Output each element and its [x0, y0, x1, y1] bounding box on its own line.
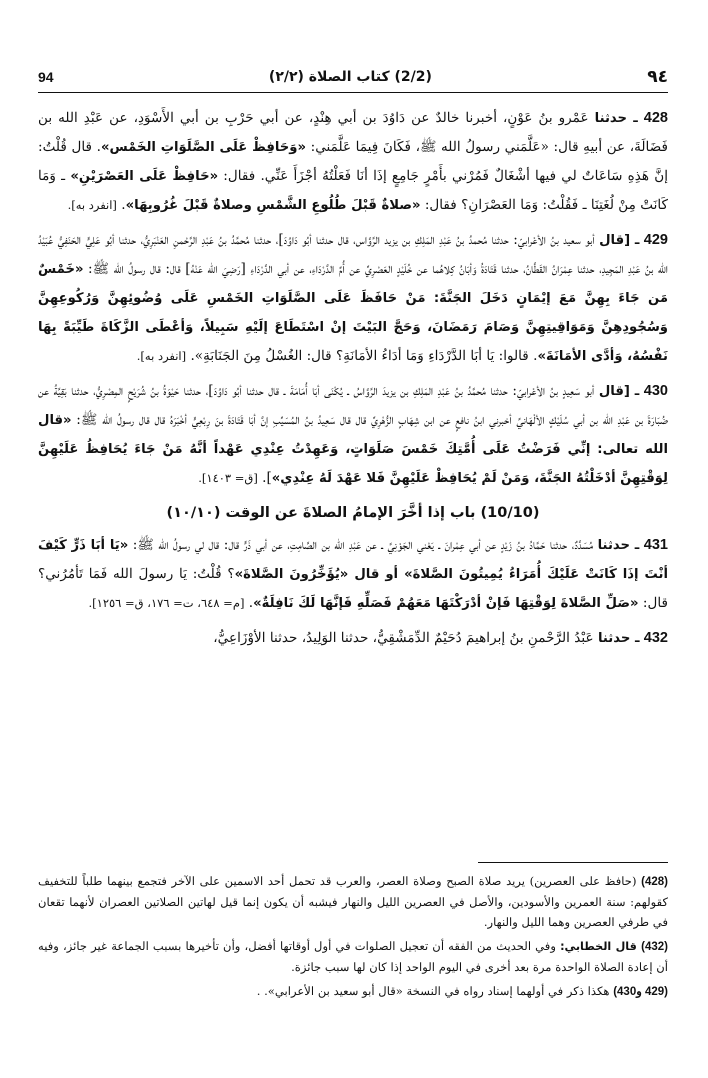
hadith-text: أبو سَعِيدٍ بنُ الأعْرابيّ: حدثنا مُحمَّدُ بنُ عَبْدِ المَلِكِ بن يزيدَ الرَّوَّاسُ ـ يُكْنَى أبَا أُمَامَةَ ـ قال حدثنا أبُو دَاوُدَ]، حدثنا حَيْوَةُ بنُ شُرَيْحٍ المِصْرِيُّ، حدثنا بَقِيَّةُ عن ضُبَارَةَ بن عَبْدِ الله بن أبي سُلَيْكٍ الألْهَانيِّ أخبرني ابنُ نافعٍ عن ابن شِهَابٍ الزُّهْرِيِّ قال قال سَعِيدُ بنُ المُسَيِّبِ إنَّ أبَا قَتَادَةَ بنَ رِبْعِيٍّ أخْبَرَهُ قال قال رسولُ الله ﷺ: — [38, 383, 668, 428]
footnote-text: (حافظ على العصرين) يريد صلاة الصبح وصلاة العصر، والعرب قد تحمل أحد الاسمين على الآخر فتجمع بينهما طلباً للتخفيف كقولهم: سنة العمرين والأسودين، والأصل في العصرين الليل والنهار فيشبه أن يكون إنما قيل لهاتين الصلاتين العصران لأنهما تقعان في طرفي العصرين وهما الليل والنهار. — [38, 874, 668, 929]
footnote-text: هكذا ذكر في أولهما إسناد رواه في النسخة «قال أبو سعيد بن الأعرابي». . — [256, 984, 614, 998]
hadith-text: عَبْدُ الرَّحْمنِ بنُ إبراهيمَ دُحَيْمٌ الدِّمَشْقِيُّ، حدثنا الوَلِيدُ، حدثنا الأوْزَاعِيُّ، — [213, 630, 598, 646]
hadith-number: 429 — [643, 232, 668, 248]
hadith-number: 432 — [643, 630, 668, 646]
hadith-reference: [ق= ١٤٠٣]. — [198, 471, 258, 485]
hadith-lead: ـ حدثنا — [597, 538, 640, 553]
footnote-number: (428) — [641, 876, 668, 888]
footnote-number: (429 و430) — [613, 986, 668, 998]
prophetic-quote: «صَلِّ الصَّلاةَ لِوَقْتِهَا فَإنْ أدْرَكْتَهَا مَعَهُمْ فَصَلِّهِ فَإنَّهَا لَكَ نَافِلَةٌ» — [253, 596, 639, 611]
prophetic-quote: «حَافِظْ عَلَى العَصْرَيْنِ» — [70, 169, 219, 184]
main-text — [38, 104, 668, 824]
footnotes — [38, 862, 668, 1052]
hadith-text: أبو سعيد بنُ الأعْرابيّ: حدثنا مُحمدُ بنُ عَبْدِ المَلِكِ بن يزيد الرَّوَّاس، قال حدثنا أبُو دَاوُدَ]، حدثنا مُحمَّدُ بنُ عَبْدِ الرَّحْمنِ العَنْبَرِيُّ، حدثنا أبُو عَلِيٍّ الحَنَفِيُّ عُبَيْدُ الله بنُ عَبْدِ المَجِيدِ، حدثنا عِمْرَانُ القَطَّانُ، حدثنا قَتَادَةُ وَأبَانُ كِلاهُما عن خُلَيْدٍ العَصْرِيِّ عن أُمِّ الدَّرْدَاءِ، عن أبي الدَّرْدَاءِ [رَضِيَ الله عَنْهُ] قال: قال رسولُ الله ﷺ: — [38, 232, 668, 277]
prophetic-quote: «خَمْسٌ مَن جَاءَ بِهِنَّ مَعَ إيْمَانٍ دَخَلَ الجَنَّةَ: مَنْ حَافَظَ عَلَى الصَّلَوَاتِ الخَمْسِ عَلَى وُضُوئِهِنَّ وَرُكُوعِهِنَّ وَسُجُودِهِنَّ وَمَوَاقِيتِهِنَّ وَصَامَ رَمَضَانَ، وَحَجَّ البَيْتَ إنْ اسْتَطَاعَ إلَيْهِ سَبِيلاً، وَأعْطَى الزَّكَاةَ طَيِّبَةً بِهَا نَفْسُهُ، وَأدَّى الأمَانَةَ» — [38, 262, 668, 364]
running-title: (2/2) كتاب الصلاة (٢/٢) — [268, 69, 432, 85]
hadith-429 — [38, 226, 668, 371]
footnote-lead: قال الخطابي: — [560, 940, 642, 953]
page-number-arabic: ٩٤ — [647, 67, 668, 87]
hadith-text: ـ وَمَا كَانَتْ مِنْ لُغَتِنَا ـ فَقُلْتُ: وَمَا العَصْرَانِ؟ فقال: — [38, 168, 668, 213]
footnote-text: وفي الحديث من الفقه أن تعجيل الصلوات في أول أوقاتها أفضل، وأن تأخيرها بسبب الجماعة غير جائز، وفيه أن إعادة الصلاة الواحدة مرة بعد أخرى في اليوم الواحد إذا كان لها سبب جائزة. — [38, 939, 668, 974]
hadith-lead: ـ [قال — [599, 233, 640, 248]
footnote-number: (432) — [641, 941, 668, 953]
hadith-number: 430 — [643, 383, 668, 399]
prophetic-quote: «يَا أبَا ذَرٍّ كَيْفَ أنْتَ إذَا كَانَتْ عَلَيْكَ أُمَرَاءُ يُمِيتُونَ الصَّلاةَ» أو قال «يُؤَخِّرُونَ الصَّلاةَ» — [38, 538, 668, 582]
hadith-430 — [38, 377, 668, 493]
prophetic-quote: «قال الله تعالى: إنِّي فَرَضْتُ عَلَى أُمَّتِكَ خَمْسَ صَلَوَاتٍ، وَعَهِدْتُ عِنْدِي عَهْداً أنَّهُ مَنْ جَاءَ يُحَافِظُ عَلَيْهِنَّ لِوَقْتِهِنَّ أدْخَلْتُهُ الجَنَّةَ، وَمَنْ لَمْ يُحَافِظْ عَلَيْهِنَّ فَلا عَهْدَ لَهُ عِنْدِي» — [38, 413, 668, 486]
page-number-latin: 94 — [38, 69, 54, 85]
footnote-428 — [38, 871, 668, 932]
footnote-429-430 — [38, 981, 668, 1002]
hadith-text: ؟ قُلْتُ: يَا رسولَ الله فَمَا تَأمُرُني؟ قال: — [38, 566, 668, 611]
hadith-428 — [38, 104, 668, 220]
chapter-heading: (10/10) باب إذا أخَّرَ الإمامُ الصلاةَ عن الوقت (١٠/١٠) — [166, 505, 540, 521]
hadith-text: . قالوا: يَا أبَا الدَّرْدَاءِ وَمَا أدَاءُ الأمَانَةِ؟ قال: الغُسْلُ مِنَ الجَنَابَةِ». — [186, 348, 538, 364]
hadith-reference: [م= ٦٤٨، ت= ١٧٦، ق= ١٢٥٦]. — [88, 596, 245, 610]
hadith-number: 428 — [643, 110, 668, 126]
hadith-lead: ـ حدثنا — [597, 631, 640, 646]
hadith-432 — [38, 624, 668, 653]
hadith-reference: [انفرد به]. — [67, 198, 117, 212]
hadith-text: . قال قُلْتُ: إنَّ هَذِهِ سَاعَاتٌ لي فيها أشْغَالٌ فَمُرْني بأَمْرٍ جَامِعٍ إذَا أنَا فَعَلْتُهُ أجْزَأَ عَنِّي. فقال: — [38, 139, 668, 184]
footnote-432 — [38, 936, 668, 977]
hadith-text: عَمْرو بنُ عَوْنٍ، أخبرنا خالدٌ عن دَاوُدَ بن أبي هِنْدٍ، عن أبي حَرْبِ بن أبي الأَسْوَدِ، عن عَبْدِ الله بن فَضَالَةَ، عن أبيهِ قال: «عَلَّمَني رسولُ الله ﷺ، فَكَانَ فِيمَا عَلَّمَني: — [38, 110, 668, 155]
hadith-text: ]. — [257, 470, 272, 486]
hadith-text: . — [116, 197, 126, 213]
hadith-text: . — [244, 595, 254, 611]
hadith-lead: ـ حدثنا — [594, 111, 638, 126]
hadith-text: مُسَدَّدٌ، حدثنا حَمَّادُ بنُ زَيْدٍ عن أبي عِمْرانَ ـ يَعْني الجَوْنِيَّ ـ عن عَبْدِ الله بن الصَّامِتِ، عن أبي ذَرٍّ قال: قال لي رسولُ الله ﷺ: — [128, 537, 598, 553]
hadith-lead: ـ [قال — [598, 384, 640, 399]
prophetic-quote: «وَحَافِظْ عَلَى الصَّلَوَاتِ الخَمْس» — [100, 140, 307, 155]
hadith-431 — [38, 531, 668, 618]
prophetic-quote: «صلاةٌ قَبْلَ طُلُوعِ الشَّمْسِ وصلاةٌ قَبْلَ غُرُوبِهَا» — [125, 198, 421, 213]
hadith-number: 431 — [643, 537, 668, 553]
hadith-reference: [انفرد به]. — [136, 349, 187, 363]
footnote-separator — [478, 862, 668, 863]
page-header — [38, 62, 668, 93]
